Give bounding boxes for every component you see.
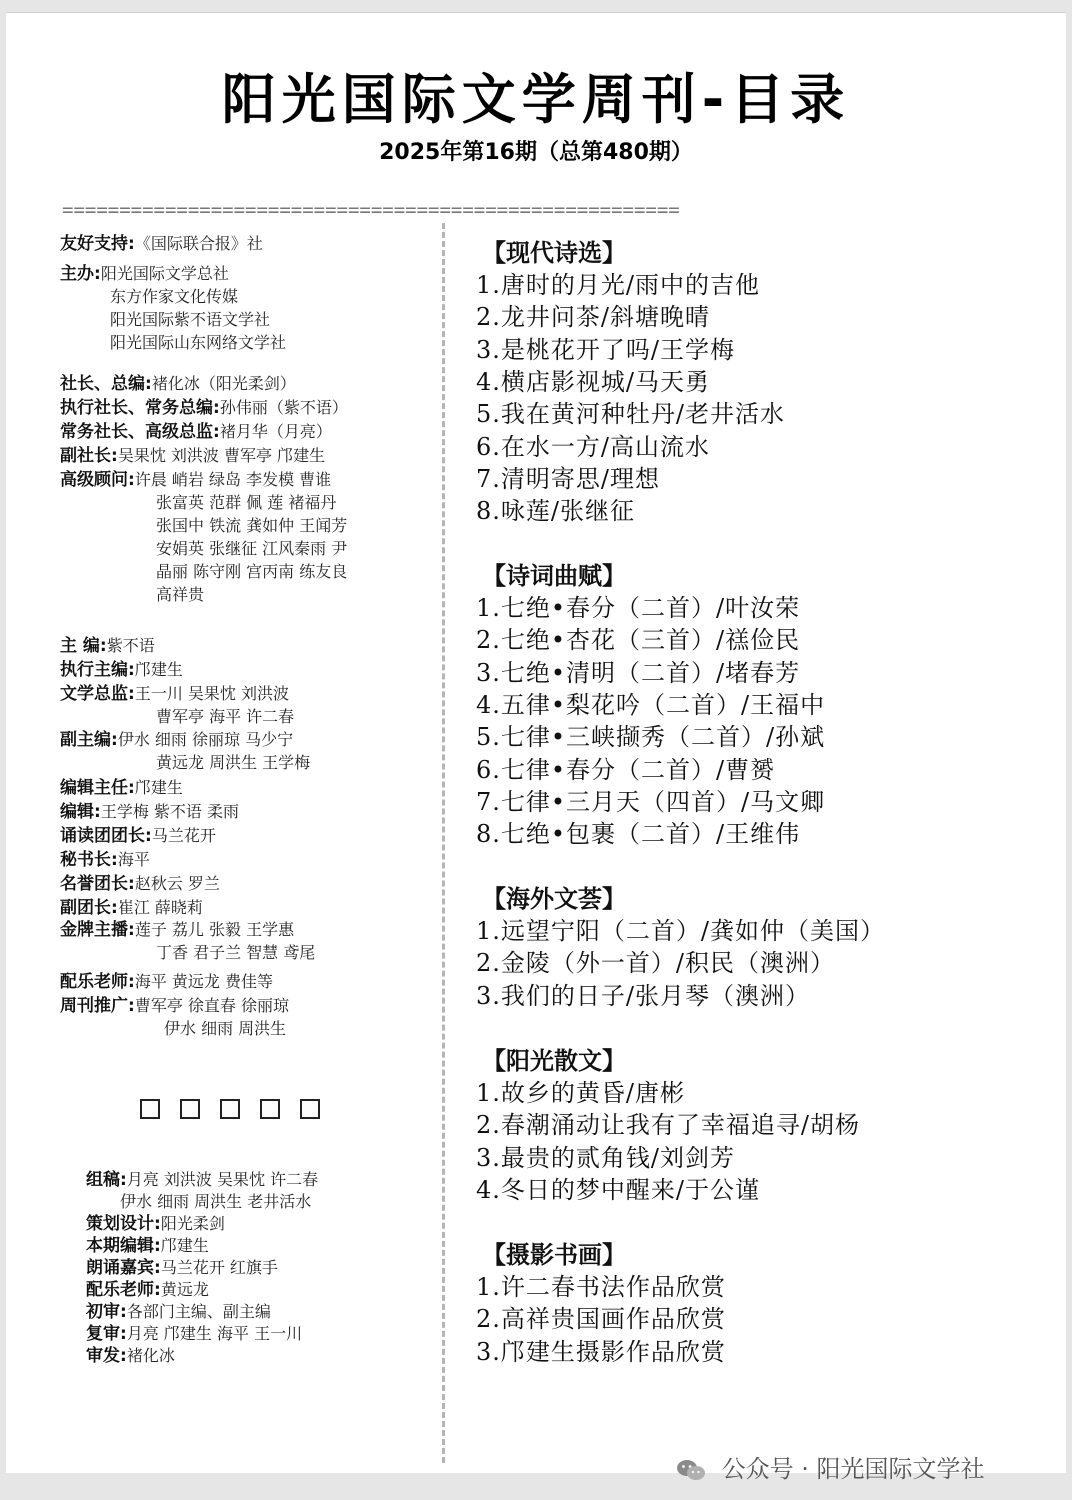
- masthead-value: 王学梅 紫不语 柔雨: [100, 802, 239, 821]
- section-heading: 【阳光散文】: [482, 1046, 626, 1075]
- toc-item[interactable]: 1.七绝•春分（二首）/叶汝荣: [476, 594, 801, 622]
- toc-item[interactable]: 8.七绝•包裹（二首）/王维伟: [476, 820, 801, 849]
- toc-item[interactable]: 3.是桃花开了吗/王学梅: [476, 335, 735, 364]
- masthead-value: 黄远龙 周洪生 王学梅: [156, 753, 311, 772]
- toc-item[interactable]: 3.邝建生摄影作品欣赏: [476, 1337, 726, 1366]
- masthead-value: 邝建生: [134, 660, 183, 679]
- toc-item[interactable]: 6.七律•春分（二首）/曹赟: [476, 755, 776, 784]
- masthead-value: 褚化冰（阳光柔剑）: [151, 374, 296, 393]
- toc-item[interactable]: 2.七绝•杏花（三首）/禚俭民: [476, 626, 801, 655]
- masthead-value: 海平: [117, 850, 150, 869]
- toc-item[interactable]: 4.横店影视城/马天勇: [476, 367, 710, 396]
- placeholder-box: [220, 1099, 240, 1119]
- masthead-value: 许晨 峭岩 绿岛 李发模 曹谁: [134, 470, 332, 489]
- toc-item[interactable]: 1.许二春书法作品欣赏: [476, 1273, 726, 1301]
- masthead-label: 高级顾问:: [60, 470, 135, 490]
- masthead-value: 马兰花开: [151, 826, 216, 845]
- masthead-value: 崔江 薛晓莉: [117, 898, 203, 917]
- document-page: [6, 12, 1066, 1483]
- toc-item[interactable]: 2.高祥贵国画作品欣赏: [476, 1305, 726, 1334]
- masthead-value: 赵秋云 罗兰: [134, 874, 220, 893]
- masthead-label: 主 编:: [60, 636, 107, 656]
- masthead-value: 邝建生: [160, 1236, 209, 1255]
- toc-item[interactable]: 5.七律•三峡撷秀（二首）/孙斌: [476, 723, 826, 752]
- toc-item[interactable]: 2.龙井问茶/斜塘晚晴: [476, 303, 710, 332]
- toc-item[interactable]: 1.故乡的黄昏/唐彬: [476, 1079, 685, 1107]
- masthead-value: 月亮 刘洪波 吴果忱 许二春: [126, 1170, 319, 1189]
- masthead-value: 伊水 细雨 徐丽琼 马少宁: [117, 730, 294, 749]
- masthead-value: 阳光国际紫不语文学社: [110, 310, 271, 329]
- masthead-label: 主办:: [60, 264, 101, 284]
- masthead-value: 王一川 吴果忱 刘洪波: [134, 684, 289, 703]
- placeholder-box: [180, 1099, 200, 1119]
- page-title: 阳光国际文学周刊-目录: [221, 68, 851, 131]
- masthead-value: 伊水 细雨 周洪生: [164, 1019, 287, 1038]
- toc-item[interactable]: 5.我在黄河种牡丹/老井活水: [476, 400, 785, 429]
- masthead-label: 执行主编:: [60, 660, 135, 680]
- masthead-label: 配乐老师:: [86, 1280, 161, 1300]
- toc-item[interactable]: 4.五律•梨花吟（二首）/王福中: [476, 690, 826, 719]
- masthead-value: 高祥贵: [156, 585, 205, 604]
- masthead-value: 阳光柔剑: [160, 1214, 225, 1233]
- masthead-value: 莲子 荔儿 张毅 王学惠: [134, 920, 295, 939]
- masthead-label: 文学总监:: [60, 684, 135, 704]
- masthead-label: 友好支持:: [60, 234, 135, 254]
- masthead-value: 安娟英 张继征 江风秦雨 尹: [156, 539, 348, 558]
- masthead-label: 社长、总编:: [60, 374, 152, 394]
- masthead-value: 曹军亭 徐直春 徐丽琼: [134, 996, 289, 1015]
- masthead-label: 秘书长:: [60, 850, 118, 870]
- masthead-value: 曹军亭 海平 许二春: [156, 707, 295, 726]
- masthead-value: 各部门主编、副主编: [126, 1302, 271, 1321]
- toc-item[interactable]: 8.咏莲/张继征: [476, 497, 635, 526]
- section-heading: 【诗词曲赋】: [482, 561, 626, 590]
- section-heading: 【海外文荟】: [482, 884, 626, 913]
- placeholder-boxes: [140, 1099, 340, 1123]
- issue-number: 2025年第16期（总第480期）: [379, 140, 693, 165]
- toc-item[interactable]: 7.七律•三月天（四首）/马文卿: [476, 787, 826, 816]
- masthead-label: 本期编辑:: [86, 1236, 161, 1256]
- masthead-label: 周刊推广:: [60, 996, 135, 1016]
- masthead-value: 阳光国际文学总社: [100, 264, 229, 283]
- masthead-label: 初审:: [86, 1302, 127, 1322]
- masthead-value: 伊水 细雨 周洪生 老井活水: [120, 1192, 312, 1211]
- masthead-value: 阳光国际山东网络文学社: [110, 333, 287, 352]
- masthead-label: 名誉团长:: [60, 874, 135, 894]
- placeholder-box: [300, 1099, 320, 1119]
- masthead-label: 编辑主任:: [60, 778, 135, 798]
- placeholder-box: [260, 1099, 280, 1119]
- toc-item[interactable]: 6.在水一方/高山流水: [476, 432, 710, 461]
- toc-item[interactable]: 1.唐时的月光/雨中的吉他: [476, 271, 760, 299]
- masthead-value: 褚月华（月亮）: [219, 422, 332, 441]
- masthead-label: 副主编:: [60, 730, 118, 750]
- toc-item[interactable]: 2.金陵（外一首）/积民（澳洲）: [476, 949, 835, 978]
- toc-item[interactable]: 7.清明寄思/理想: [476, 464, 660, 493]
- toc-item[interactable]: 3.我们的日子/张月琴（澳洲）: [476, 981, 810, 1010]
- masthead-value: 东方作家文化传媒: [110, 287, 239, 306]
- masthead-value: 孙伟丽（紫不语）: [219, 398, 348, 417]
- toc-item[interactable]: 2.春潮涌动让我有了幸福追寻/胡杨: [476, 1111, 860, 1140]
- column-divider: [442, 223, 445, 1463]
- masthead-value: 《国际联合报》社: [134, 234, 263, 253]
- section-heading: 【摄影书画】: [482, 1240, 626, 1269]
- wechat-icon: [676, 1459, 706, 1481]
- masthead-label: 复审:: [86, 1324, 127, 1344]
- watermark: [676, 1449, 985, 1484]
- masthead-value: 紫不语: [106, 636, 155, 655]
- toc-item[interactable]: 3.最贵的贰角钱/刘剑芳: [476, 1143, 735, 1172]
- masthead-value: 褚化冰: [126, 1346, 175, 1365]
- masthead-label: 策划设计:: [86, 1214, 161, 1234]
- masthead-value: 月亮 邝建生 海平 王一川: [126, 1324, 303, 1343]
- masthead-value: 海平 黄远龙 费佳等: [134, 972, 273, 991]
- masthead-label: 审发:: [86, 1346, 127, 1366]
- watermark-text: 公众号 · 阳光国际文学社: [721, 1455, 985, 1483]
- masthead-label: 组稿:: [86, 1170, 127, 1190]
- toc-item[interactable]: 3.七绝•清明（二首）/堵春芳: [476, 658, 801, 687]
- masthead-label: 朗诵嘉宾:: [86, 1258, 161, 1278]
- masthead-value: 黄远龙: [160, 1280, 209, 1299]
- header-separator: ======================================================: [62, 199, 680, 221]
- masthead-label: 常务社长、高级总监:: [60, 422, 220, 442]
- masthead-value: 丁香 君子兰 智慧 鸢尾: [156, 943, 316, 962]
- masthead-label: 副社长:: [60, 446, 118, 466]
- masthead-label: 执行社长、常务总编:: [60, 398, 220, 418]
- masthead-value: 马兰花开 红旗手: [160, 1258, 278, 1277]
- masthead-value: 张国中 铁流 龚如仲 王闻芳: [156, 516, 348, 535]
- masthead-value: 张富英 范群 佩 莲 褚福丹: [156, 493, 337, 512]
- masthead-label: 诵读团团长:: [60, 826, 152, 846]
- masthead-label: 金牌主播:: [60, 920, 135, 940]
- masthead-value: 晶丽 陈守刚 宫丙南 练友良: [156, 562, 348, 581]
- toc-item[interactable]: 4.冬日的梦中醒来/于公谨: [476, 1175, 760, 1204]
- masthead-label: 副团长:: [60, 898, 118, 918]
- masthead-label: 配乐老师:: [60, 972, 135, 992]
- masthead-value: 吴果忱 刘洪波 曹军亭 邝建生: [117, 446, 326, 465]
- masthead-label: 编辑:: [60, 802, 101, 822]
- placeholder-box: [140, 1099, 160, 1119]
- toc-item[interactable]: 1.远望宁阳（二首）/龚如仲（美国）: [476, 917, 885, 945]
- section-heading: 【现代诗选】: [482, 238, 626, 267]
- masthead-value: 邝建生: [134, 778, 183, 797]
